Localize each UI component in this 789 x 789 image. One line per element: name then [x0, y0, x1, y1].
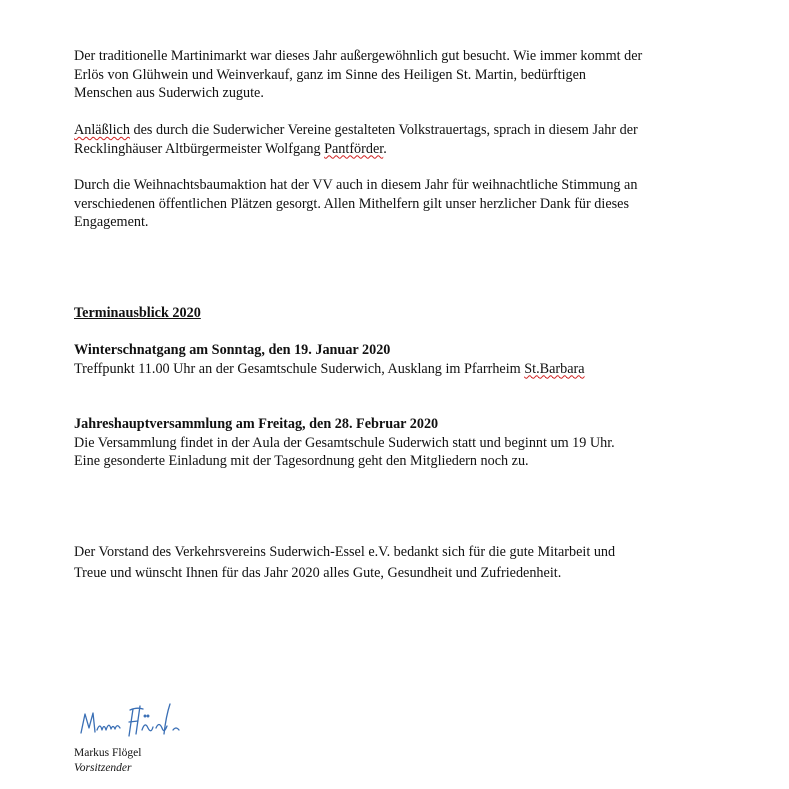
text-line: Erlös von Glühwein und Weinverkauf, ganz im Sinne des Heiligen St. Martin, bedürftigen	[74, 66, 587, 83]
schedule-heading-block	[74, 304, 724, 323]
spellcheck-word: St.Barbara	[524, 360, 585, 377]
signatory-role: Vorsitzender	[74, 762, 132, 774]
paragraph-weihnachtsbaum	[74, 176, 724, 232]
text-fragment: Recklinghäuser Altbürgermeister Wolfgang	[74, 140, 325, 157]
signatory-name: Markus Flögel	[74, 747, 142, 759]
event-jahreshauptversammlung	[74, 415, 724, 471]
schedule-heading: Terminausblick 2020	[74, 305, 201, 321]
event-title: Jahreshauptversammlung am Freitag, den 28. Februar 2020	[74, 416, 439, 432]
paragraph-closing	[74, 543, 724, 582]
spellcheck-word: Pantförder	[324, 140, 384, 157]
text-line: Eine gesonderte Einladung mit der Tagesordnung geht den Mitgliedern noch zu.	[74, 453, 529, 469]
text-line: Treue und wünscht Ihnen für das Jahr 2020 alles Gute, Gesundheit und Zufriedenheit.	[74, 564, 562, 581]
text-line: verschiedenen öffentlichen Plätzen gesorgt. Allen Mithelfern gilt unser herzlicher Dank für dieses	[74, 195, 629, 212]
text-fragment: des durch die Suderwicher Vereine gestalteten Volkstrauertags, sprach in diesem Jahr der	[129, 122, 638, 138]
text-line: Durch die Weihnachtsbaumaktion hat der VV auch in diesem Jahr für weihnachtliche Stimmung an	[74, 177, 638, 193]
spellcheck-word: Anläßlich	[74, 122, 130, 138]
text-line: Der traditionelle Martinimarkt war dieses Jahr außergewöhnlich gut besucht. Wie immer kommt der	[74, 48, 643, 64]
text-line: Die Versammlung findet in der Aula der Gesamtschule Suderwich statt und beginnt um 19 Uhr.	[74, 434, 615, 451]
text-fragment: Treffpunkt 11.00 Uhr an der Gesamtschule Suderwich, Ausklang im Pfarrheim	[74, 360, 525, 377]
event-winterschnatgang	[74, 341, 724, 378]
text-line	[74, 360, 724, 379]
text-line: Engagement.	[74, 214, 149, 230]
handwritten-signature	[78, 700, 188, 744]
text-line	[74, 140, 724, 159]
text-line	[74, 121, 724, 140]
text-line: Menschen aus Suderwich zugute.	[74, 85, 264, 101]
text-line: Der Vorstand des Verkehrsvereins Suderwich-Essel e.V. bedankt sich für die gute Mitarbeit und	[74, 544, 616, 560]
paragraph-martinimarkt	[74, 47, 724, 103]
text-fragment: .	[383, 140, 387, 157]
paragraph-volkstrauertag	[74, 121, 724, 158]
event-title: Winterschnatgang am Sonntag, den 19. Januar 2020	[74, 342, 391, 358]
